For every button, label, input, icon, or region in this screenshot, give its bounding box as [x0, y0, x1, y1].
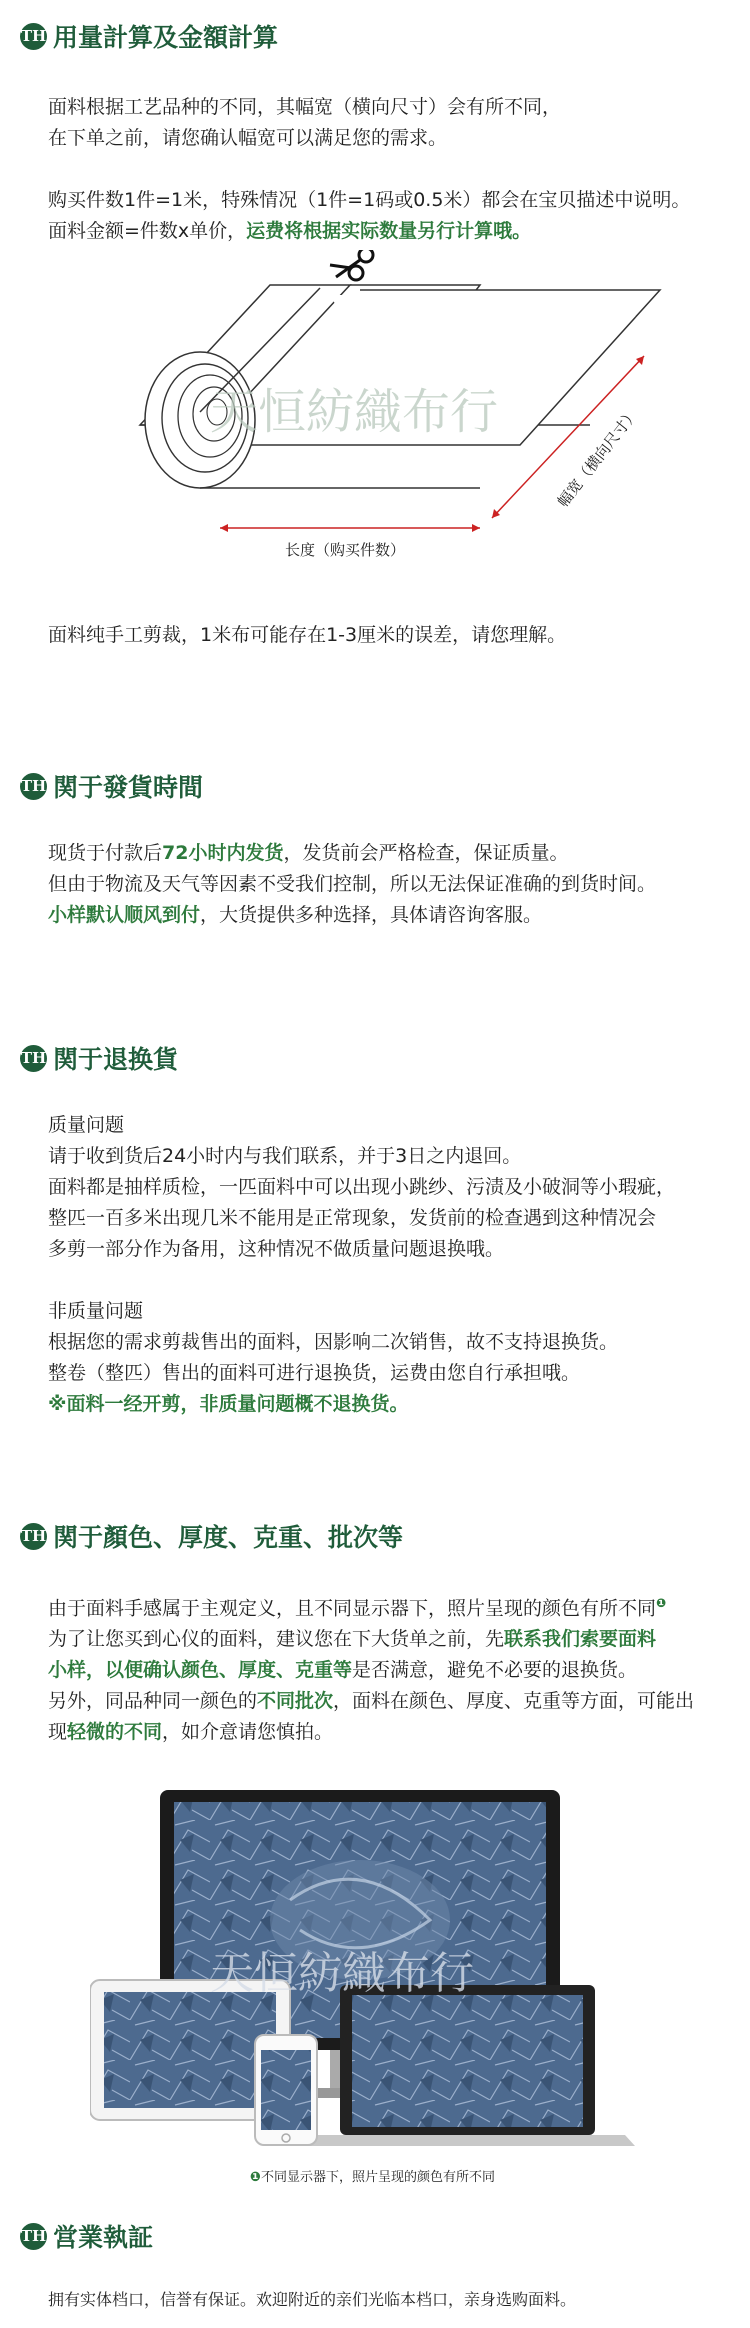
brand-logo-icon: TH [20, 2223, 47, 2250]
section-title-returns: TH 関于退换貨 [20, 1045, 179, 1074]
brand-logo-icon: TH [20, 23, 47, 50]
brand-logo-icon: TH [20, 1523, 47, 1550]
color-text: 由于面料手感属于主观定义，且不同显示器下，照片呈现的颜色有所不同$^❶$ 为了让您买到心仪的面料，建议您在下大货单之前，先联系我们索要面料 小样，以便确认颜色、厚度、克重等是否满意，避免不必要的退换货。 另外，同品种同一颜色的不同批次，面料在颜色、厚度、克重等方面，可能出 现轻微的不同，如介意请您慎拍。 [48, 1596, 695, 1744]
watermark-text: 天恒紡織布行 [210, 384, 499, 440]
section-title-shipping: TH 関于發貨時間 [20, 773, 204, 802]
returns-text: 质量问题 请于收到货后24小时内与我们联系，并于3日之内退回。 面料都是抽样质检，一匹面料中可以出现小跳纱、污渍及小破洞等小瑕疵， 整匹一百多米出现几米不能用是正常现象，发货前的检查遇到这种情况会 多剪一部分作为备用，这种情况不做质量问题退换哦。 非质量问题 根据您的需求剪裁售出的面料，因影响二次销售，故不支持退换货。 整卷（整匹）售出的面料可进行退换货，运费由您自行承担哦。 ※面料一经开剪，非质量问题概不退换货。 [48, 1114, 676, 1415]
length-label: 长度（购买件数） [285, 541, 406, 559]
width-label: 幅宽（横向尺寸） [553, 404, 643, 511]
footnote-mark: ❶ [656, 1596, 667, 1610]
brand-logo-icon: TH [20, 773, 47, 800]
section-title-color: TH 関于顏色、厚度、克重、批次等 [20, 1523, 404, 1552]
watermark-text: 天恒紡織布行 [210, 1948, 474, 1999]
usage-text: 面料根据工艺品种的不同，其幅宽（横向尺寸）会有所不同， 在下单之前，请您确认幅宽可以满足您的需求。 购买件数1件=1米，特殊情况（1件=1码或0.5米）都会在宝贝描述中说明。 面料金额=件数x单价，运费将根据实际数量另行计算哦。 [48, 96, 691, 242]
fabric-roll-diagram [60, 250, 700, 580]
laptop-icon [300, 1985, 635, 2146]
cut-note: 面料纯手工剪裁，1米布可能存在1-3厘米的误差，请您理解。 [48, 624, 567, 646]
section-title-usage: TH 用量計算及金額計算 [20, 23, 279, 52]
shipping-text: 现货于付款后72小时内发货，发货前会严格检查，保证质量。 但由于物流及天气等因素不受我们控制，所以无法保证准确的到货时间。 小样默认顺风到付，大货提供多种选择，具体请咨询客服。 [48, 842, 657, 926]
section-title-license: TH 営業執証 [20, 2223, 154, 2252]
brand-logo-icon: TH [20, 1045, 47, 1072]
scissors-icon [330, 250, 373, 280]
device-caption: ❶不同显示器下，照片呈现的颜色有所不同 [250, 2170, 496, 2185]
phone-icon [255, 2035, 317, 2145]
devices-illustration [90, 1780, 690, 2150]
license-text: 拥有实体档口，信誉有保证。欢迎附近的亲们光临本档口，亲身选购面料。 [48, 2290, 577, 2309]
